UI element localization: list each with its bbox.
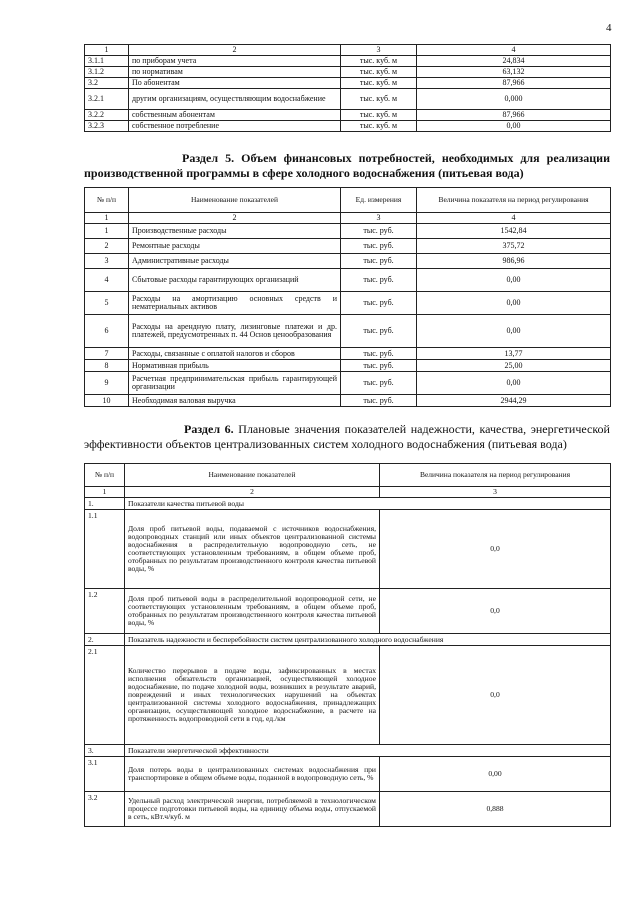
section-6-heading [84, 422, 610, 452]
group-row [85, 745, 611, 757]
row-number: 3.2.2 [85, 110, 129, 121]
row-value: 0,000 [417, 89, 611, 110]
col-name-header: Наименование показателей [125, 464, 380, 487]
row-name: Доля потерь воды в централизованных системах водоснабжения при транспортировке в общем объеме воды, поданной в водопроводную сеть, % [125, 757, 380, 792]
row-value: 25,00 [417, 360, 611, 372]
row-value: 0,888 [380, 792, 611, 827]
row-name: Расходы, связанные с оплатой налогов и сборов [129, 348, 341, 360]
row-unit: тыс. руб. [341, 315, 417, 348]
table-row [85, 360, 611, 372]
row-number: 7 [85, 348, 129, 360]
reliability-indicators-table [84, 463, 611, 827]
row-value: 0,0 [380, 646, 611, 745]
row-unit: тыс. руб. [341, 254, 417, 269]
financial-needs-table [84, 187, 611, 407]
row-unit: тыс. руб. [341, 360, 417, 372]
row-name: Административные расходы [129, 254, 341, 269]
row-unit: тыс. куб. м [341, 89, 417, 110]
row-unit: тыс. куб. м [341, 110, 417, 121]
table-row [85, 372, 611, 395]
numbering-cell: 4 [417, 213, 611, 224]
row-number: 5 [85, 292, 129, 315]
table-row [85, 589, 611, 634]
row-name: Ремонтные расходы [129, 239, 341, 254]
row-number: 2 [85, 239, 129, 254]
row-name: Количество перерывов в подаче воды, зафиксированных в местах исполнения обязательств организацией, осуществляющей холодное водоснабжение, по подаче холодной воды, возникших в результате аварий, повреждений и иных технологических нарушений на объектах централизованной системы холодного водоснабжения, принадлежащих организации, осуществляющей холодное водоснабжение, в расчете на протяженность водопроводной сети в год, ед./км [125, 646, 380, 745]
table-row [85, 395, 611, 407]
table-row [85, 757, 611, 792]
row-unit: тыс. руб. [341, 395, 417, 407]
table-row [85, 121, 611, 132]
row-value: 1542,84 [417, 224, 611, 239]
numbering-cell: 3 [380, 487, 611, 498]
numbering-cell: 2 [129, 213, 341, 224]
row-number: 1.2 [85, 589, 125, 634]
table-row [85, 89, 611, 110]
row-value: 13,77 [417, 348, 611, 360]
group-number: 1. [85, 498, 125, 510]
section-5-label: Раздел 5. [182, 151, 235, 165]
row-unit: тыс. руб. [341, 348, 417, 360]
table-row [85, 348, 611, 360]
row-name: Доля проб питьевой воды в распределительной водопроводной сети, не соответствующих установленным требованиям, в общем объеме проб, отобранных по результатам производственного контроля качества питьевой воды, % [125, 589, 380, 634]
group-row [85, 634, 611, 646]
row-number: 3.1 [85, 757, 125, 792]
group-title: Показатель надежности и бесперебойности систем централизованного холодного водоснабжения [125, 634, 611, 646]
table-row [85, 56, 611, 67]
row-name: Расходы на амортизацию основных средств и нематериальных активов [129, 292, 341, 315]
row-value: 2944,29 [417, 395, 611, 407]
table-row [85, 292, 611, 315]
table-row [85, 646, 611, 745]
table-row [85, 510, 611, 589]
group-number: 3. [85, 745, 125, 757]
header-cell: 4 [417, 45, 611, 56]
row-number: 6 [85, 315, 129, 348]
row-name: Расчетная предпринимательская прибыль гарантирующей организации [129, 372, 341, 395]
table-row [85, 792, 611, 827]
row-value: 0,0 [380, 589, 611, 634]
row-number: 3.2.3 [85, 121, 129, 132]
row-name: Производственные расходы [129, 224, 341, 239]
numbering-row [85, 213, 611, 224]
row-name: собственное потребление [129, 121, 341, 132]
col-num-header: № п/п [85, 188, 129, 213]
row-name: Нормативная прибыль [129, 360, 341, 372]
row-name: По абонентам [129, 78, 341, 89]
group-title: Показатели энергетической эффективности [125, 745, 611, 757]
table-header-row [85, 188, 611, 213]
row-number: 3.1.2 [85, 67, 129, 78]
row-value: 87,966 [417, 78, 611, 89]
table-row [85, 67, 611, 78]
row-name: Необходимая валовая выручка [129, 395, 341, 407]
row-number: 3 [85, 254, 129, 269]
row-unit: тыс. руб. [341, 292, 417, 315]
row-unit: тыс. руб. [341, 224, 417, 239]
row-unit: тыс. куб. м [341, 121, 417, 132]
col-value-header: Величина показателя на период регулирования [417, 188, 611, 213]
row-value: 0,00 [417, 121, 611, 132]
row-value: 0,00 [380, 757, 611, 792]
row-number: 4 [85, 269, 129, 292]
page-number: 4 [606, 22, 612, 34]
row-value: 87,966 [417, 110, 611, 121]
section-6-title: Плановые значения показателей надежности, качества, энергетической эффективности объектов централизованных систем холодного водоснабжения (питьевая вода) [84, 422, 610, 451]
row-value: 24,834 [417, 56, 611, 67]
row-unit: тыс. куб. м [341, 56, 417, 67]
row-value: 0,00 [417, 315, 611, 348]
row-value: 375,72 [417, 239, 611, 254]
row-name: по нормативам [129, 67, 341, 78]
table-row [85, 224, 611, 239]
group-title: Показатели качества питьевой воды [125, 498, 611, 510]
row-value: 0,00 [417, 372, 611, 395]
section-5-heading [84, 151, 610, 181]
row-name: по приборам учета [129, 56, 341, 67]
row-unit: тыс. руб. [341, 239, 417, 254]
row-number: 9 [85, 372, 129, 395]
header-cell: 2 [129, 45, 341, 56]
col-num-header: № п/п [85, 464, 125, 487]
row-name: другим организациям, осуществляющим водоснабжение [129, 89, 341, 110]
table-row [85, 269, 611, 292]
section-6-label: Раздел 6. [184, 422, 234, 436]
row-name: Сбытовые расходы гарантирующих организаций [129, 269, 341, 292]
section-5-title: Объем финансовых потребностей, необходимых для реализации производственной программы в сфере холодного водоснабжения (питьевая вода) [84, 151, 610, 180]
col-name-header: Наименование показателей [129, 188, 341, 213]
row-number: 3.1.1 [85, 56, 129, 67]
row-unit: тыс. руб. [341, 372, 417, 395]
volume-table [84, 44, 611, 132]
table-row [85, 78, 611, 89]
numbering-cell: 1 [85, 213, 129, 224]
row-value: 0,0 [380, 510, 611, 589]
row-name: Удельный расход электрической энергии, потребляемой в технологическом процессе подготовки питьевой воды, на единицу объема воды, отпускаемой в сеть, кВт.ч/куб. м [125, 792, 380, 827]
table-row [85, 254, 611, 269]
row-name: Доля проб питьевой воды, подаваемой с источников водоснабжения, водопроводных станций или иных объектов централизованной системы водоснабжения в распределительную водопроводную сеть, не соответствующих установленным требованиям, в общем объеме проб, отобранных по результатам производственного контроля качества питьевой воды, % [125, 510, 380, 589]
row-name: Расходы на арендную плату, лизинговые платежи и др. платежей, предусмотренных п. 44 Основ ценообразования [129, 315, 341, 348]
table-header-row [85, 45, 611, 56]
numbering-cell: 1 [85, 487, 125, 498]
row-unit: тыс. руб. [341, 269, 417, 292]
row-number: 1 [85, 224, 129, 239]
group-row [85, 498, 611, 510]
numbering-cell: 2 [125, 487, 380, 498]
col-value-header: Величина показателя на период регулирования [380, 464, 611, 487]
table-row [85, 110, 611, 121]
numbering-cell: 3 [341, 213, 417, 224]
header-cell: 3 [341, 45, 417, 56]
row-number: 2.1 [85, 646, 125, 745]
row-number: 10 [85, 395, 129, 407]
row-number: 3.2 [85, 792, 125, 827]
row-number: 1.1 [85, 510, 125, 589]
group-number: 2. [85, 634, 125, 646]
row-number: 8 [85, 360, 129, 372]
table-row [85, 239, 611, 254]
row-value: 0,00 [417, 269, 611, 292]
row-value: 63,132 [417, 67, 611, 78]
table-row [85, 315, 611, 348]
row-value: 0,00 [417, 292, 611, 315]
row-unit: тыс. куб. м [341, 67, 417, 78]
row-unit: тыс. куб. м [341, 78, 417, 89]
row-name: собственным абонентам [129, 110, 341, 121]
row-number: 3.2 [85, 78, 129, 89]
numbering-row [85, 487, 611, 498]
row-value: 986,96 [417, 254, 611, 269]
table-header-row [85, 464, 611, 487]
header-cell: 1 [85, 45, 129, 56]
row-number: 3.2.1 [85, 89, 129, 110]
col-unit-header: Ед. измерения [341, 188, 417, 213]
